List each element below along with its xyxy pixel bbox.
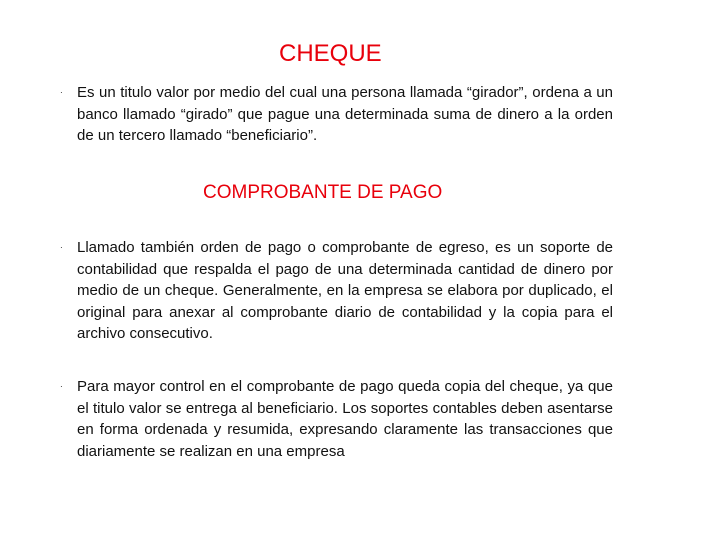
bullet-icon: · <box>60 88 63 97</box>
paragraph-comprobante-definition: Llamado también orden de pago o comprobante de egreso, es un soporte de contabilidad que respalda el pago de una determinada cantidad de dinero por medio de un cheque. Generalmente, en la empresa se elabora por duplicado, el original para anexar al comprobante diario de contabilidad y la copia para el archivo consecutivo. <box>77 239 613 342</box>
paragraph-comprobante-control: Para mayor control en el comprobante de pago queda copia del cheque, ya que el titulo valor se entrega al beneficiario. Los soportes contables deben asentarse en forma ordenada y resumida, expresando claramente las transacciones que diariamente se realizan en una empresa <box>77 378 613 460</box>
section-title-comprobante-de-pago: COMPROBANTE DE PAGO <box>203 182 443 203</box>
section-title-cheque: CHEQUE <box>279 40 382 67</box>
bullet-icon: · <box>60 243 63 252</box>
bullet-icon: · <box>60 382 63 391</box>
paragraph-cheque-definition: Es un titulo valor por medio del cual una persona llamada “girador”, ordena a un banco llamado “girado” que pague una determinada suma de dinero a la orden de un tercero llamado “beneficiario”. <box>77 84 613 144</box>
